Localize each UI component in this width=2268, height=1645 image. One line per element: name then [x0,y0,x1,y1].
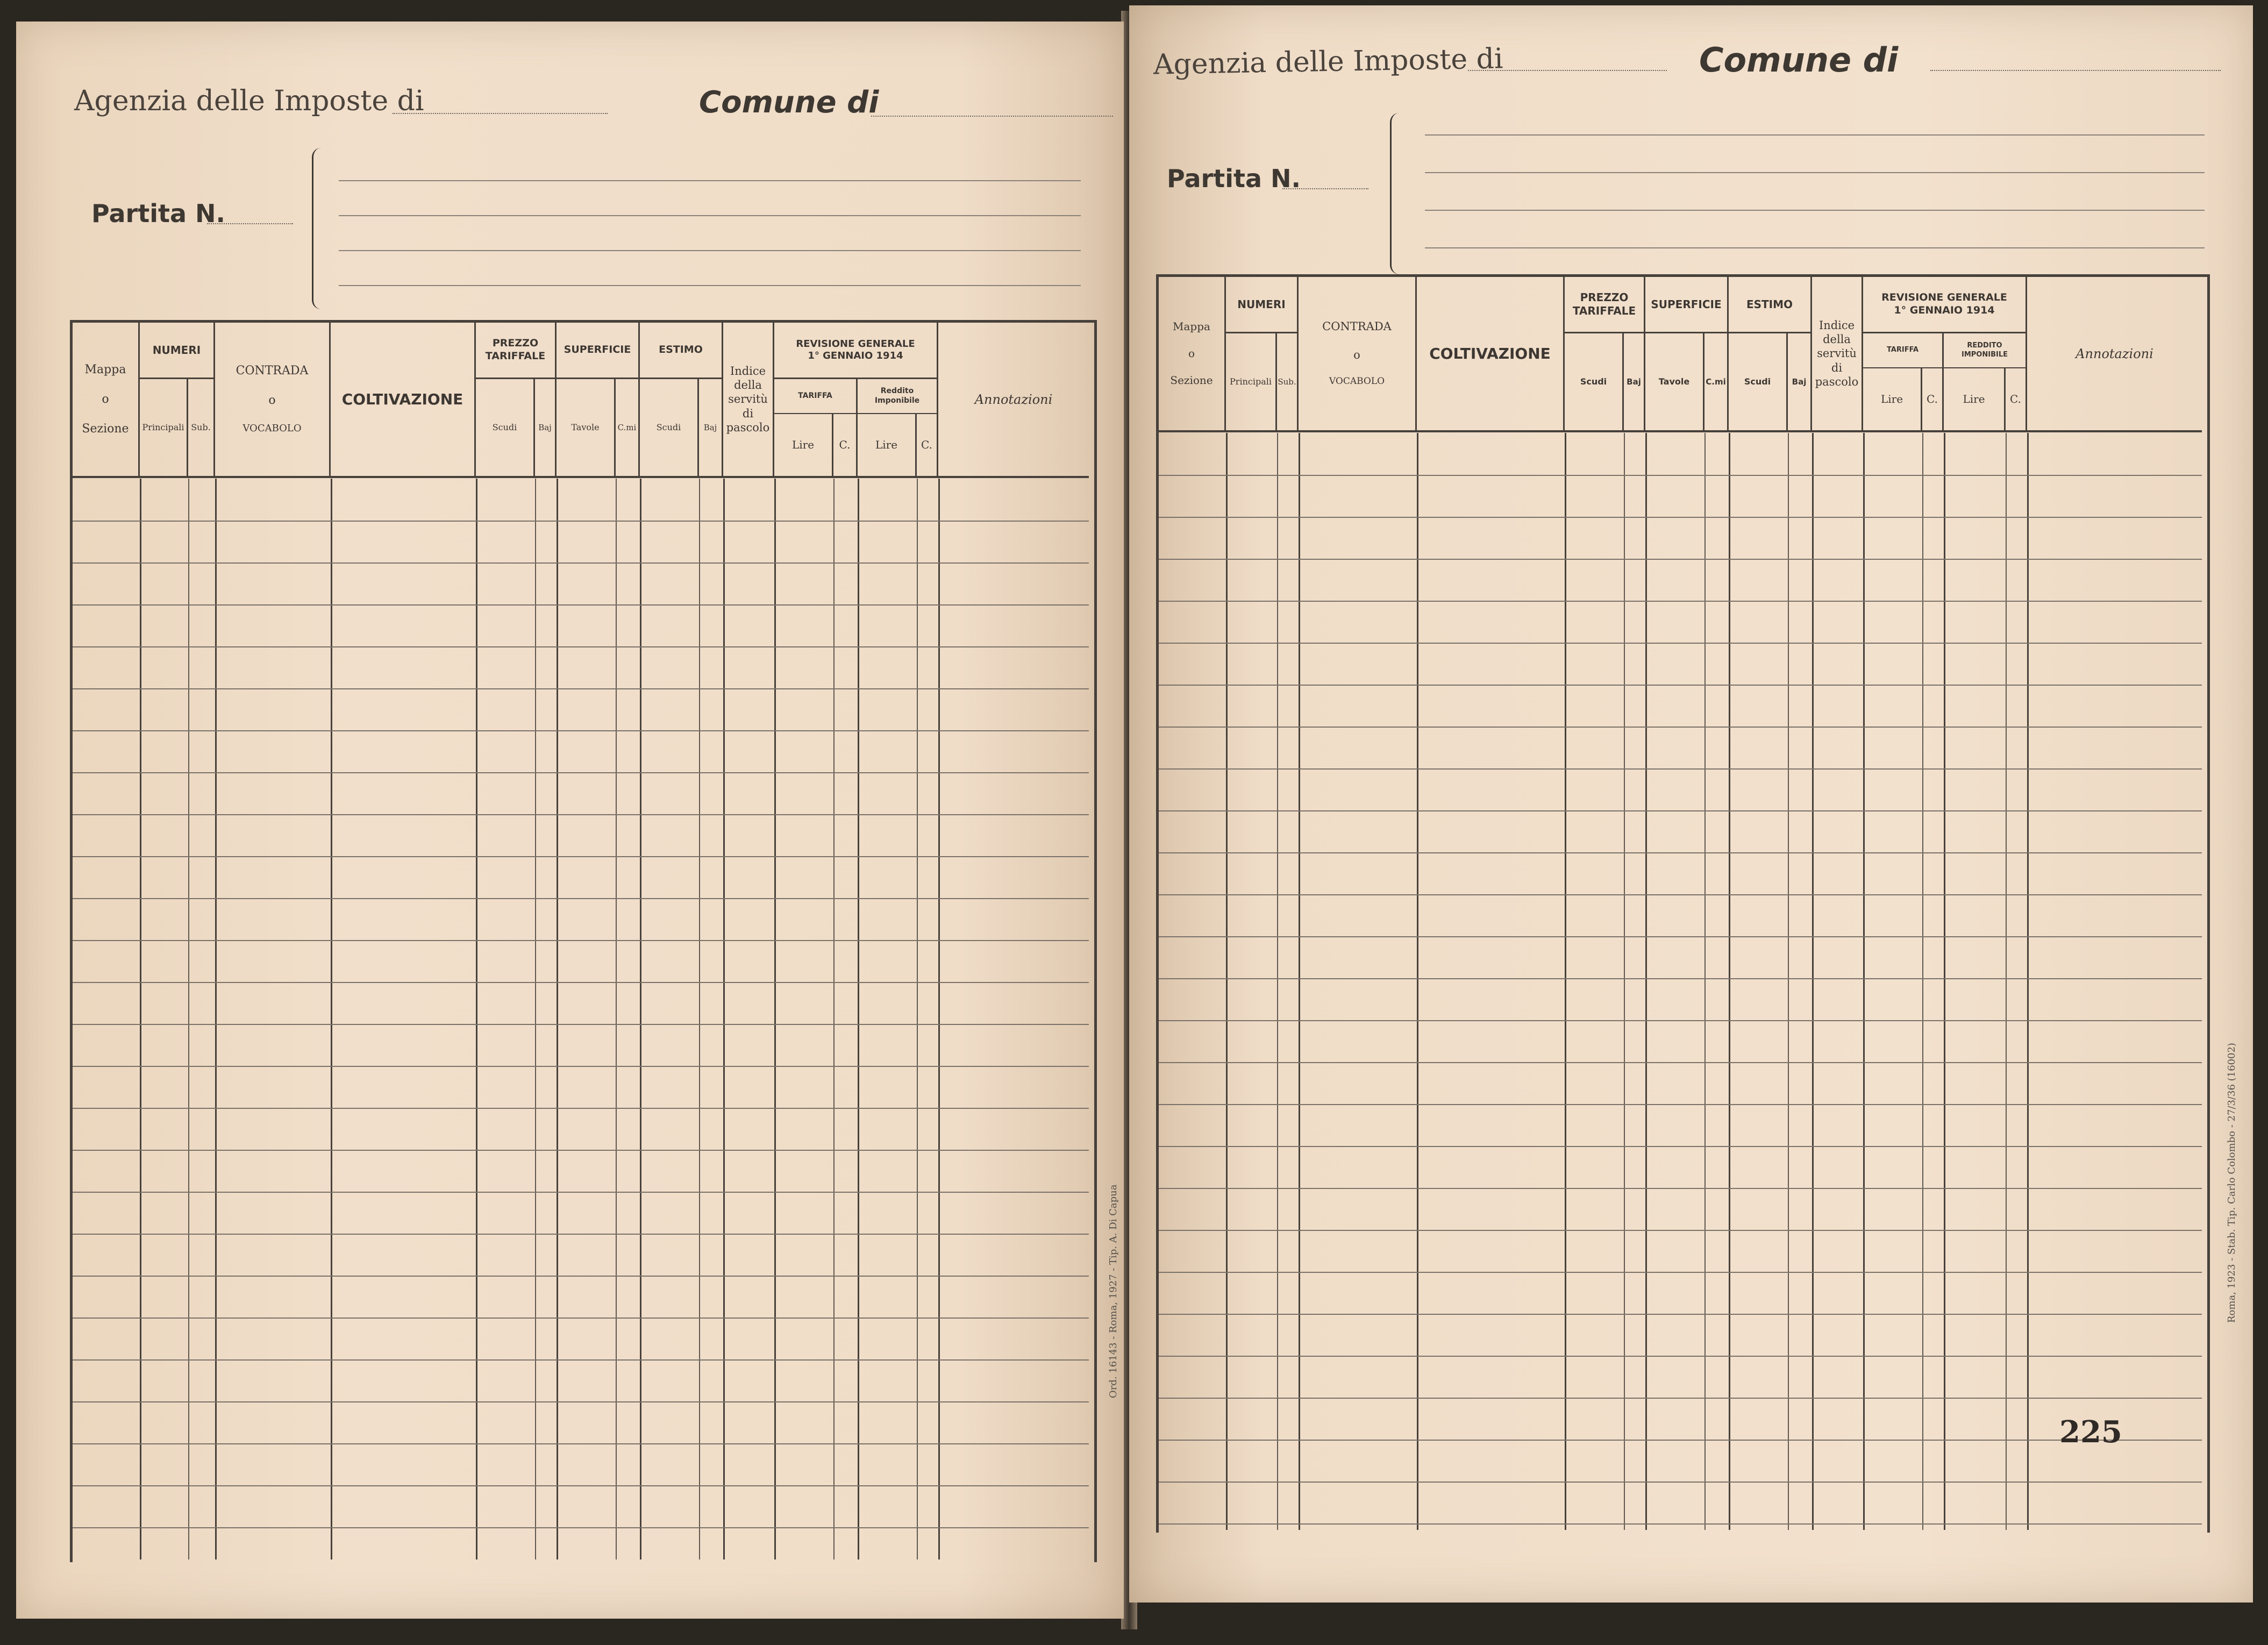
row-rule [73,1276,1089,1277]
header-rule [339,250,1081,251]
prezzo-text: PREZZO [492,337,539,350]
header-rule [1425,172,2205,173]
subcolumn-rule [699,479,700,1559]
header-brace [1390,113,1399,274]
di-text: di [742,407,754,420]
subcolumn-rule [188,479,189,1559]
page-number: 225 [2059,1414,2122,1450]
row-rule [73,898,1089,899]
col-indice-header [1812,277,1863,430]
agenzia-fill-line [1468,70,1667,71]
row-rule [73,772,1089,773]
sezione-text: Sezione [1170,374,1213,387]
col-annotazioni-header: Annotazioni [2076,346,2153,361]
col-scudi-header: Scudi [476,379,535,476]
partita-fill-line [1282,188,1368,189]
header-bottom-rule [73,476,1089,478]
row-rule [73,1401,1089,1402]
col-reddito-c-header: C. [2006,368,2027,430]
col-sub-header: Sub. [1277,333,1299,430]
row-rule [73,1485,1089,1486]
row-rule [73,982,1089,983]
cadastral-register-table [1156,274,2210,1533]
row-rule [1159,894,2202,895]
subcolumn-rule [917,479,918,1559]
column-rule [331,479,332,1559]
header-bottom-rule [1159,430,2202,432]
row-rule [73,521,1089,522]
row-rule [73,1318,1089,1319]
servitu-text: servitù [1817,347,1857,360]
col-superficie-header: SUPERFICIE [557,323,640,379]
col-principali-header: Principali [140,379,188,476]
column-rule [1812,433,1814,1530]
header-rule [339,180,1081,181]
col-cmi-header: C.mi [1704,333,1729,430]
col-estimo-baj-header: Baj [699,379,723,476]
col-scudi-header: Scudi [1565,333,1624,430]
column-rule [1565,433,1566,1530]
col-numeri-header: NUMERI [140,323,215,379]
row-rule [73,1066,1089,1067]
col-tavole-header: Tavole [557,379,616,476]
col-prezzo-header [1565,277,1645,333]
col-mappa-header [73,323,140,476]
row-rule [73,1234,1089,1235]
contrada-text: CONTRADA [1322,320,1392,333]
subcolumn-rule [1277,433,1278,1530]
col-mappa-header [1159,277,1226,430]
col-tariffa-lire-header: Lire [1863,368,1922,430]
row-rule [73,1150,1089,1151]
column-rule [140,479,141,1559]
cadastral-register-table [70,320,1097,1562]
comune-fill-line [871,116,1113,117]
row-rule [73,814,1089,815]
row-rule [1159,559,2202,560]
row-rule [1159,1020,2202,1021]
revisione-text: REVISIONE GENERALE [796,338,915,350]
row-rule [73,940,1089,941]
col-annotazioni-header: Annotazioni [974,391,1053,407]
col-reddito-header: REDDITO IMPONIBILE [1944,333,2027,368]
subcolumn-rule [616,479,617,1559]
contrada-text: CONTRADA [236,364,309,378]
row-rule [1159,936,2202,937]
column-rule [774,479,776,1559]
row-rule [1159,1188,2202,1189]
pascolo-text: pascolo [726,421,770,434]
column-rule [557,479,558,1559]
col-superficie-header: SUPERFICIE [1645,277,1729,333]
indice-text: Indice [1818,318,1855,332]
col-estimo-header: ESTIMO [1729,277,1812,333]
revisione-text: REVISIONE GENERALE [1881,291,2007,304]
col-estimo-header: ESTIMO [640,323,723,379]
column-rule [215,479,217,1559]
tariffale-text: TARIFFALE [1572,304,1636,317]
column-rule [1299,433,1300,1530]
row-rule [1159,1440,2202,1441]
row-rule [1159,852,2202,853]
row-rule [1159,768,2202,770]
row-rule [73,688,1089,689]
column-rule [1645,433,1647,1530]
row-rule [1159,601,2202,602]
mappa-text: Mappa [1173,320,1210,333]
row-rule [1159,1482,2202,1483]
subcolumn-rule [535,479,536,1559]
o-text: o [1353,348,1360,361]
col-tariffa-c-header: C. [833,414,858,476]
col-coltivazione-header: COLTIVAZIONE [331,323,476,476]
col-revisione-header [774,323,938,379]
row-rule [73,1192,1089,1193]
row-rule [73,730,1089,731]
row-rule [1159,643,2202,644]
header-brace [312,148,321,309]
col-cmi-header: C.mi [616,379,640,476]
row-rule [73,604,1089,606]
row-rule [1159,517,2202,518]
right-page [1129,5,2253,1603]
agenzia-fill-line [393,113,608,114]
col-estimo-scudi-header: Scudi [1729,333,1788,430]
col-tariffa-header: TARIFFA [774,379,858,414]
row-rule [73,1359,1089,1361]
partita-fill-line [207,223,293,224]
printer-imprint: Roma, 1923 - Stab. Tip. Carlo Colombo - 27/3/36 (16002) [2226,1043,2237,1323]
column-rule [1944,433,1945,1530]
col-indice-header [723,323,774,476]
col-contrada-header [1299,277,1417,430]
column-rule [640,479,641,1559]
partita-label: Partita N. [1167,164,1301,193]
comune-fill-line [1930,70,2221,71]
column-rule [858,479,859,1559]
row-rule [1159,685,2202,686]
della-text: della [734,379,762,392]
row-rule [73,646,1089,647]
row-rule [1159,1104,2202,1105]
col-reddito-lire-header: Lire [858,414,917,476]
row-rule [1159,1272,2202,1273]
row-rule [1159,1523,2202,1525]
col-principali-header: Principali [1226,333,1277,430]
column-rule [476,479,477,1559]
row-rule [1159,727,2202,728]
col-tariffa-c-header: C. [1922,368,1944,430]
column-rule [938,479,940,1559]
col-numeri-header: NUMERI [1226,277,1299,333]
column-rule [1226,433,1228,1530]
column-rule [1417,433,1418,1530]
vocabolo-text: VOCABOLO [243,423,302,435]
servitu-text: servitù [728,393,768,406]
col-sub-header: Sub. [188,379,215,476]
col-tariffa-lire-header: Lire [774,414,833,476]
col-coltivazione-header: COLTIVAZIONE [1417,277,1565,430]
column-rule [2027,433,2029,1530]
subcolumn-rule [1922,433,1923,1530]
column-rule [1863,433,1865,1530]
col-reddito-lire-header: Lire [1944,368,2006,430]
tariffale-text: TARIFFALE [485,350,546,362]
row-rule [73,562,1089,564]
col-baj-header: Baj [535,379,557,476]
col-tariffa-header: TARIFFA [1863,333,1944,368]
subcolumn-rule [1704,433,1706,1530]
col-estimo-scudi-header: Scudi [640,379,699,476]
row-rule [1159,1398,2202,1399]
header-rule [1425,134,2205,136]
header-rule [1425,247,2205,248]
row-rule [73,856,1089,857]
row-rule [73,1527,1089,1528]
row-rule [1159,1062,2202,1063]
col-contrada-header [215,323,331,476]
o-text: o [1188,347,1195,360]
subcolumn-rule [1788,433,1789,1530]
pascolo-text: pascolo [1815,375,1859,388]
comune-label: Comune di [699,85,879,120]
agenzia-label: Agenzia delle Imposte di [74,85,424,117]
row-rule [1159,978,2202,979]
vocabolo-text: VOCABOLO [1329,376,1385,387]
row-rule [1159,1314,2202,1315]
header-rule [339,215,1081,216]
row-rule [1159,1230,2202,1231]
row-rule [1159,1146,2202,1147]
row-rule [73,1024,1089,1025]
sezione-text: Sezione [82,422,129,436]
subcolumn-rule [1624,433,1625,1530]
o-text: o [102,392,109,406]
printer-imprint: Ord. 16143 - Roma, 1927 - Tip. A. Di Capua [1108,1184,1119,1398]
column-rule [723,479,725,1559]
header-rule [1425,210,2205,211]
col-reddito-header: Reddito Imponibile [858,379,938,414]
mappa-text: Mappa [84,362,126,376]
gennaio-text: 1° GENNAIO 1914 [808,350,903,361]
partita-label: Partita N. [91,199,225,228]
header-rule [339,285,1081,286]
row-rule [73,1443,1089,1444]
di-text: di [1831,361,1843,374]
row-rule [1159,1356,2202,1357]
column-rule [1729,433,1730,1530]
col-revisione-header [1863,277,2027,333]
o-text: o [268,394,276,408]
col-tavole-header: Tavole [1645,333,1704,430]
left-page [16,22,1124,1619]
col-baj-header: Baj [1624,333,1645,430]
comune-label: Comune di [1699,40,1899,80]
prezzo-text: PREZZO [1580,291,1629,304]
subcolumn-rule [833,479,835,1559]
indice-text: Indice [730,364,766,378]
della-text: della [1823,333,1851,346]
row-rule [73,1108,1089,1109]
col-estimo-baj-header: Baj [1788,333,1812,430]
agenzia-label: Agenzia delle Imposte di [1153,42,1504,81]
row-rule [1159,810,2202,811]
row-rule [1159,475,2202,476]
gennaio-text: 1° GENNAIO 1914 [1894,304,1995,316]
subcolumn-rule [2006,433,2007,1530]
col-prezzo-header [476,323,557,379]
col-reddito-c-header: C. [917,414,938,476]
